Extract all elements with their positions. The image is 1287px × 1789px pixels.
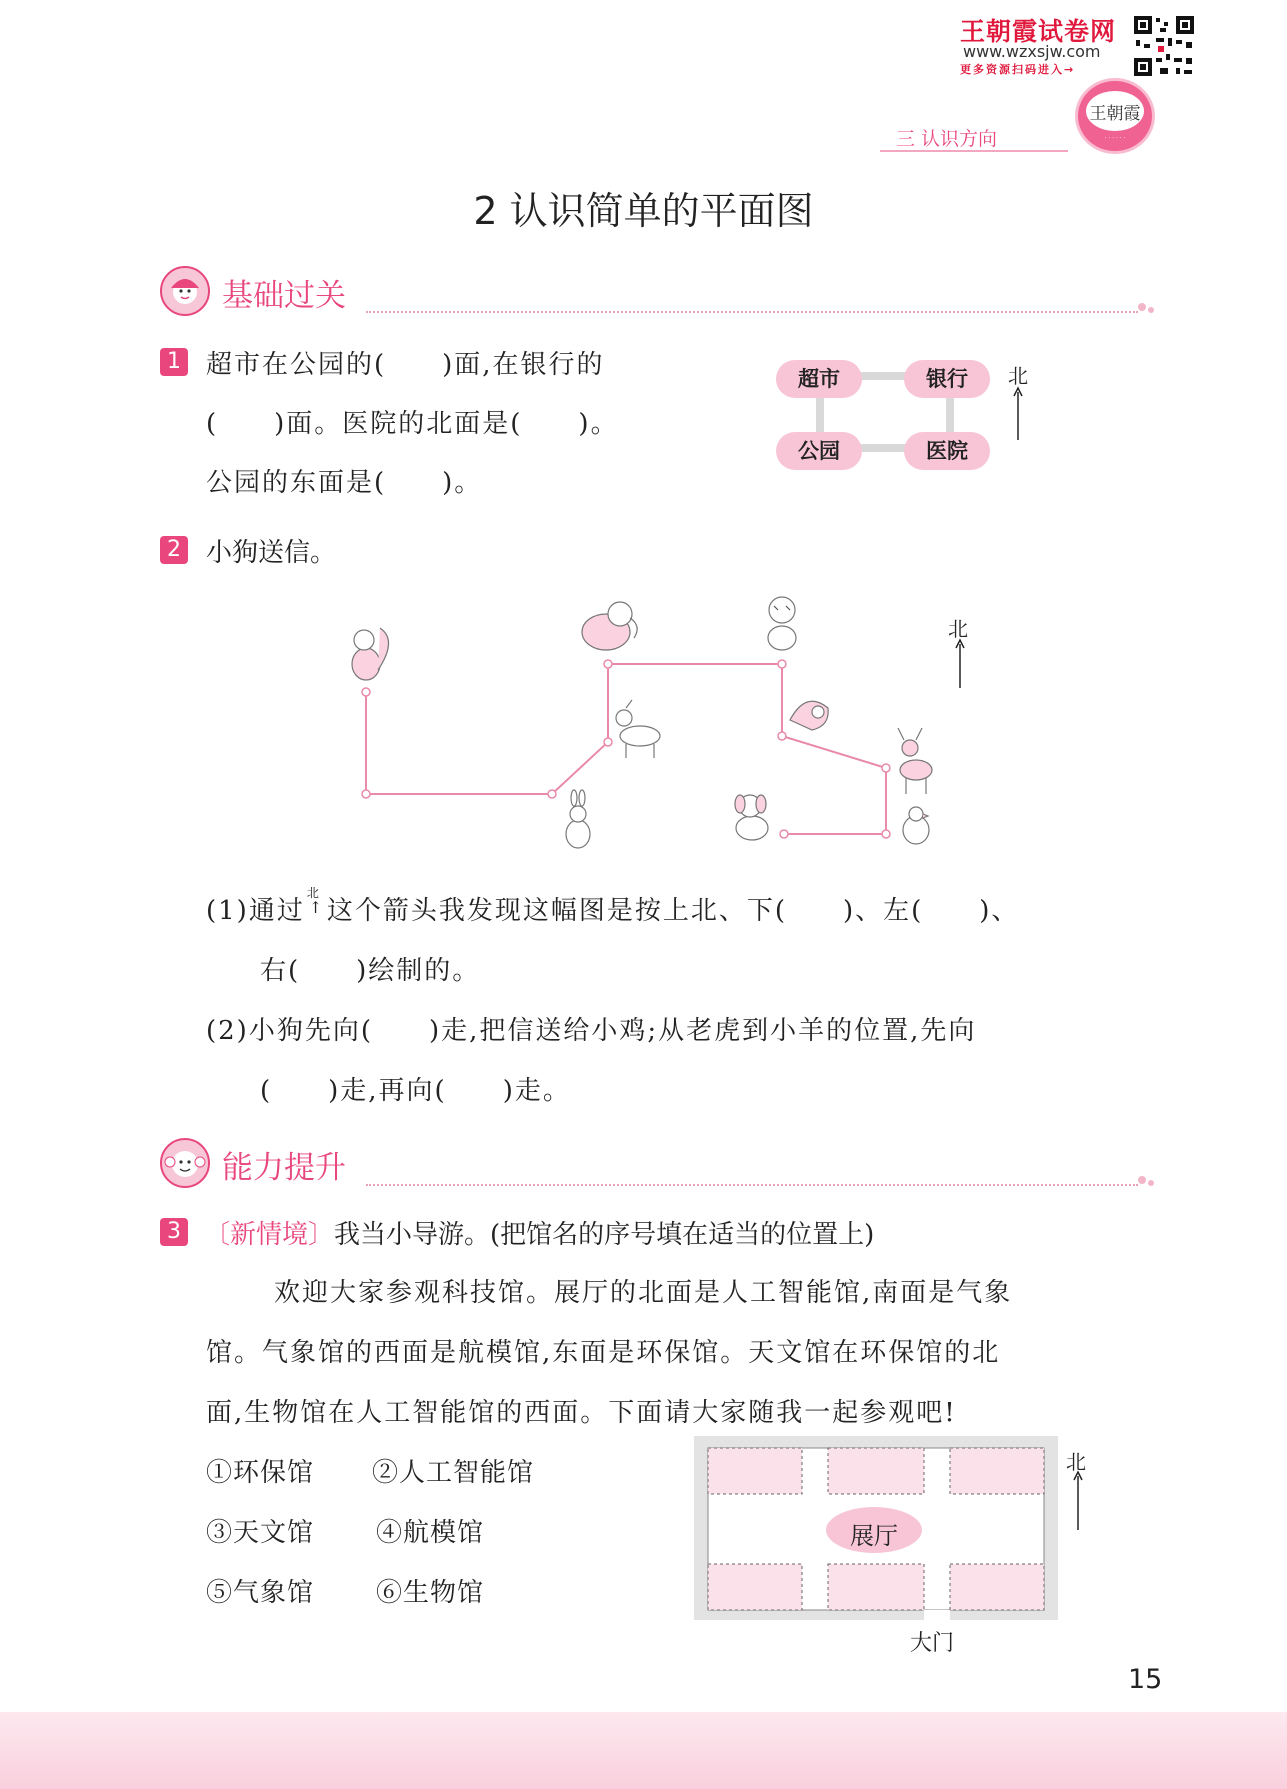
- exhibition-hall-label: 展厅: [850, 1522, 898, 1550]
- q2-sub2-line-1: (2)小狗先向( )走,把信送给小鸡;从老虎到小羊的位置,先向: [206, 1016, 977, 1046]
- q3-paragraph-2: 馆。气象馆的西面是航模馆,东面是环保馆。天文馆在环保馆的北: [206, 1338, 1001, 1368]
- chapter-divider: [880, 150, 1068, 152]
- main-gate-label: 大门: [910, 1631, 955, 1656]
- option-1: ①环保馆: [206, 1458, 315, 1488]
- q3-instruction: (把馆名的序号填在适当的位置上): [490, 1220, 875, 1250]
- section-divider: [366, 311, 1138, 313]
- q1-line-2: ( )面。医院的北面是( )。: [206, 409, 619, 439]
- inline-north-arrow-icon: 北 ↑: [306, 886, 325, 917]
- new-context-tag: 〔新情境〕: [204, 1220, 335, 1250]
- q2-sub1-prefix: (1)通过: [206, 896, 305, 926]
- tiger-icon: [768, 597, 796, 650]
- q2-sub2-line-2: ( )走,再向( )走。: [260, 1076, 571, 1106]
- section-basic-heading: 基础过关: [222, 278, 346, 314]
- q2-sub1-line-1: [206, 886, 1020, 927]
- north-arrow-icon: [1070, 1470, 1086, 1532]
- q2-title: 小狗送信。: [206, 538, 337, 568]
- page-number: 15: [1128, 1664, 1163, 1695]
- dog-route-map: [320, 580, 960, 860]
- divider-dot: [1148, 1180, 1154, 1186]
- map-supermarket: 超市: [776, 360, 862, 398]
- option-2: ②人工智能馆: [372, 1458, 535, 1488]
- q3-north-label: 北: [1066, 1450, 1086, 1474]
- brand-tagline: 更多资源扫码进入→: [960, 63, 1076, 76]
- brand-url[interactable]: www.wzxsjw.com: [963, 42, 1101, 61]
- q1-north-label: 北: [1008, 364, 1028, 388]
- seal-text: 王朝霞: [1086, 91, 1144, 131]
- divider-dot: [1148, 307, 1154, 313]
- goat-icon: [616, 700, 660, 758]
- brand-seal-logo: 王朝霞 · · · · · ·: [1075, 78, 1155, 154]
- divider-dot: [1138, 1176, 1146, 1184]
- question-number-2: 2: [160, 536, 188, 564]
- north-arrow-icon: [1010, 386, 1026, 442]
- section-advanced-heading: 能力提升: [222, 1150, 346, 1186]
- q3-heading: [204, 1214, 874, 1251]
- q1-line-3: 公园的东面是( )。: [206, 468, 483, 498]
- monkey-avatar-icon: [160, 1138, 210, 1188]
- chick-icon: [903, 807, 929, 844]
- q2-north-label: 北: [948, 617, 968, 641]
- hedgehog-icon: [790, 701, 828, 730]
- deer-icon: [898, 728, 932, 794]
- option-3: ③天文馆: [206, 1518, 315, 1548]
- room-ne: [950, 1448, 1044, 1494]
- q3-paragraph-3: 面,生物馆在人工智能馆的西面。下面请大家随我一起参观吧!: [206, 1398, 957, 1428]
- room-nw: [708, 1448, 802, 1494]
- section-divider: [366, 1184, 1138, 1186]
- rabbit-icon: [566, 790, 590, 848]
- map-park: 公园: [776, 432, 862, 470]
- question-number-3: 3: [160, 1218, 188, 1246]
- north-arrow-icon: [952, 638, 968, 690]
- room-s: [828, 1564, 924, 1610]
- room-sw: [708, 1564, 802, 1610]
- map-hospital: 医院: [904, 432, 990, 470]
- option-5: ⑤气象馆: [206, 1578, 315, 1608]
- qr-code-icon[interactable]: [1132, 14, 1196, 78]
- dog-icon: [735, 795, 768, 840]
- q1-line-1: 超市在公园的( )面,在银行的: [206, 350, 605, 380]
- map-bank: 银行: [904, 360, 990, 398]
- girl-avatar-icon: [160, 266, 210, 316]
- page-title: 2 认识简单的平面图: [473, 189, 814, 233]
- chapter-label: 三 认识方向: [896, 128, 998, 150]
- divider-dot: [1138, 303, 1146, 311]
- q2-sub1-line-2: 右( )绘制的。: [260, 956, 481, 986]
- q2-sub1-text: 这个箭头我发现这幅图是按上北、下( )、左( )、: [326, 896, 1020, 926]
- question-number-1: 1: [160, 348, 188, 376]
- q3-title: 我当小导游。: [334, 1220, 491, 1250]
- room-se: [950, 1564, 1044, 1610]
- squirrel-icon: [352, 628, 389, 680]
- q3-paragraph-1: 欢迎大家参观科技馆。展厅的北面是人工智能馆,南面是气象: [274, 1278, 1013, 1308]
- room-n: [828, 1448, 924, 1494]
- elephant-icon: [582, 602, 637, 650]
- footer-band: [0, 1712, 1287, 1789]
- brand-name: 王朝霞试卷网: [960, 17, 1117, 46]
- option-6: ⑥生物馆: [376, 1578, 485, 1608]
- option-4: ④航模馆: [376, 1518, 485, 1548]
